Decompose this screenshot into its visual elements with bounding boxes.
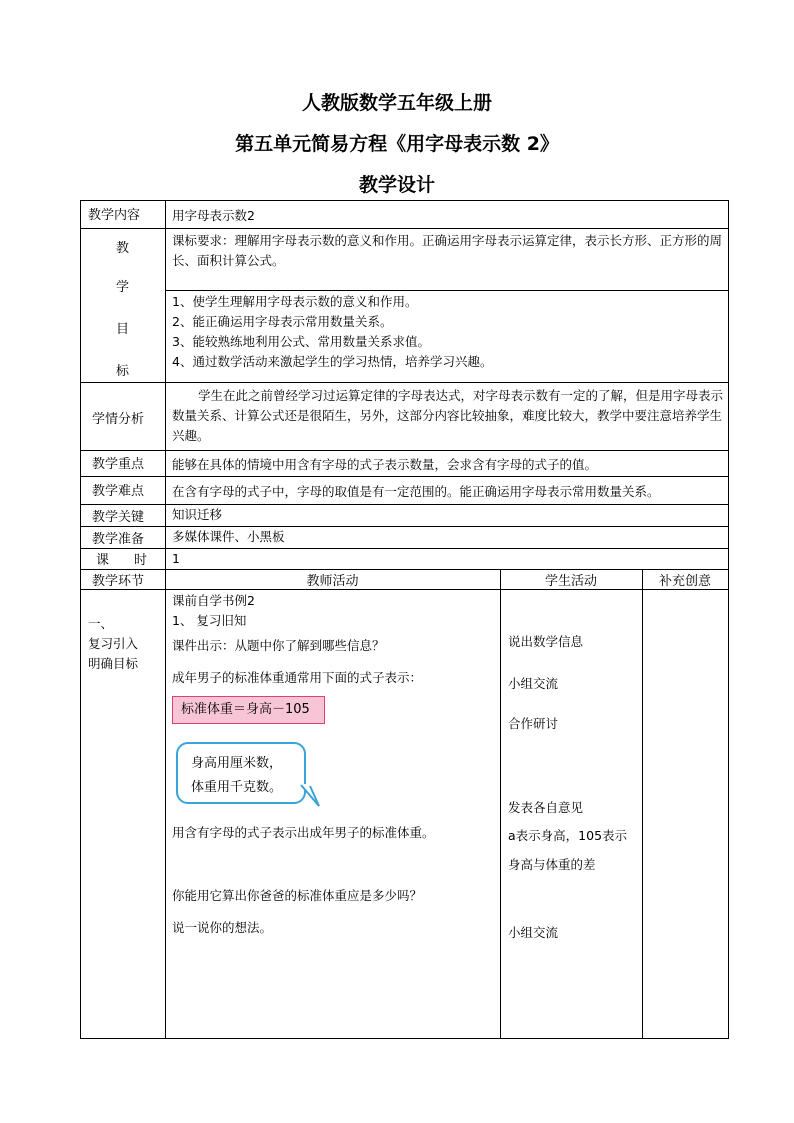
analysis-label: 学情分析 <box>92 412 145 427</box>
stage-line-1: 一、 <box>88 616 114 631</box>
student-line-5: a表示身高，105表示 <box>508 828 628 843</box>
content-value: 用字母表示数2 <box>172 208 255 223</box>
key-point-label: 教学重点 <box>92 457 145 472</box>
teacher-line-6: 你能用它算出你爸爸的标准体重应是多少吗？ <box>172 888 423 903</box>
content-label: 教学内容 <box>88 208 141 223</box>
goals-label-char-1: 教 <box>116 241 130 256</box>
keylink-value: 知识迁移 <box>172 507 223 522</box>
prep-value: 多媒体课件、小黑板 <box>172 529 285 544</box>
teacher-line-4: 成年男子的标准体重通常用下面的式子表示： <box>172 670 423 685</box>
speech-bubble-tail <box>298 784 322 810</box>
bubble-line-1: 身高用厘米数， <box>191 756 283 771</box>
student-line-2: 小组交流 <box>508 676 559 691</box>
col-stage-header: 教学环节 <box>92 574 145 589</box>
teacher-line-5: 用含有字母的式子表示出成年男子的标准体重。 <box>172 825 435 840</box>
goal-item-1: 1、使学生理解用字母表示数的意义和作用。 <box>172 294 418 309</box>
difficulty-value: 在含有字母的式子中，字母的取值是有一定范围的。能正确运用字母表示常用数量关系。 <box>172 484 660 499</box>
analysis-value: 学生在此之前曾经学习过运算定律的字母表达式，对字母表示数有一定的了解，但是用字母表示数量关系、计算公式还是很陌生，另外，这部分内容比较抽象，难度比较大，教学中要注意培养学生兴趣。 <box>172 388 724 443</box>
teacher-line-3: 课件出示：从题中你了解到哪些信息？ <box>172 638 385 653</box>
unit-title: 第五单元简易方程《用字母表示数 2》 <box>235 133 559 155</box>
student-line-3: 合作研讨 <box>508 716 559 731</box>
student-line-6: 身高与体重的差 <box>508 857 596 872</box>
period-label-a: 课 <box>96 553 110 568</box>
bubble-line-2: 体重用千克数。 <box>191 780 283 795</box>
bubble-text <box>191 752 282 800</box>
col-teacher-header: 教师活动 <box>306 574 359 589</box>
teacher-line-2: 1、 复习旧知 <box>172 613 247 628</box>
design-title: 教学设计 <box>358 174 435 196</box>
student-line-1: 说出数学信息 <box>508 634 584 649</box>
teacher-line-1: 课前自学书例2 <box>172 593 255 608</box>
curriculum-requirement: 课标要求：理解用字母表示数的意义和作用。正确运用字母表示运算定律，表示长方形、正方形的周长、面积计算公式。 <box>172 233 723 268</box>
student-line-7: 小组交流 <box>508 925 559 940</box>
goal-item-4: 4、通过数学活动来激起学生的学习热情，培养学习兴趣。 <box>172 354 493 369</box>
difficulty-label: 教学难点 <box>92 484 145 499</box>
goal-item-2: 2、能正确运用字母表示常用数量关系。 <box>172 314 393 329</box>
period-value: 1 <box>172 551 180 566</box>
col-student-header: 学生活动 <box>544 574 597 589</box>
document-title: 人教版数学五年级上册 <box>301 92 492 114</box>
period-label-b: 时 <box>134 553 148 568</box>
goal-item-3: 3、能较熟练地利用公式、常用数量关系求值。 <box>172 334 430 349</box>
key-point-value: 能够在具体的情境中用含有字母的式子表示数量，会求含有字母的式子的值。 <box>172 457 598 472</box>
teacher-line-7: 说一说你的想法。 <box>172 920 273 935</box>
goals-label-char-2: 学 <box>116 280 130 295</box>
student-line-4: 发表各自意见 <box>508 800 584 815</box>
stage-line-2: 复习引入 <box>88 636 139 651</box>
stage-line-3: 明确目标 <box>88 656 139 671</box>
col-extra-header: 补充创意 <box>658 574 711 589</box>
goals-label-char-4: 标 <box>116 364 130 379</box>
goals-label-char-3: 目 <box>116 322 130 337</box>
formula-box: 标准体重＝身高－105 <box>172 696 325 724</box>
prep-label: 教学准备 <box>92 532 145 547</box>
keylink-label: 教学关键 <box>92 510 145 525</box>
